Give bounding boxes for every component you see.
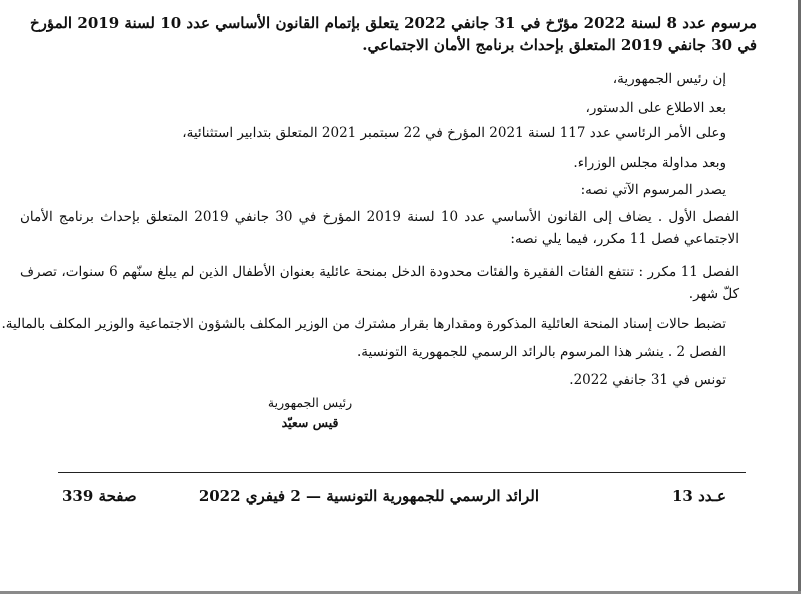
- paragraph-article-11-bis: الفصل 11 مكرر : تنتفع الفئات الفقيرة والفئات محدودة الدخل بمنحة عائلية بعنوان الأطفال الذين لم يبلغ سنّهم 6 سنوات، تصرف كلّ شهر.: [20, 264, 739, 302]
- footer-issue-number: عـدد 13: [672, 487, 726, 505]
- signature-name: قيس سعيّد: [281, 415, 339, 430]
- paragraph-promulgation: يصدر المرسوم الآتي نصه:: [580, 182, 726, 198]
- paragraph-constitution: بعد الاطلاع على الدستور،: [585, 100, 726, 116]
- paragraph-council-deliberation: وبعد مداولة مجلس الوزراء.: [573, 155, 726, 171]
- paragraph-article-1: الفصل الأول . يضاف إلى القانون الأساسي عدد 10 لسنة 2019 المؤرخ في 30 جانفي 2019 المتعلق بإحداث برنامج الأمان الاجتماعي فصل 11 مكرر، فيما يلي نصه:: [20, 209, 739, 247]
- paragraph-family-grant-conditions: تضبط حالات إسناد المنحة العائلية المذكورة ومقدارها بقرار مشترك من الوزير المكلف بالشؤون الاجتماعية والوزير المكلف بالمالية.: [1, 316, 726, 332]
- paragraph-place-date: تونس في 31 جانفي 2022.: [569, 372, 726, 388]
- paragraph-article-2: الفصل 2 . ينشر هذا المرسوم بالرائد الرسمي للجمهورية التونسية.: [356, 344, 726, 360]
- footer-rule: [58, 472, 746, 473]
- footer-journal-title: الرائد الرسمي للجمهورية التونسية — 2 فيفري 2022: [198, 487, 539, 505]
- paragraph-president: إن رئيس الجمهورية،: [612, 71, 726, 87]
- paragraph-presidential-order: وعلى الأمر الرئاسي عدد 117 لسنة 2021 المؤرخ في 22 سبتمبر 2021 المتعلق بتدابير استثنائية،: [182, 125, 726, 141]
- decree-title: مرسوم عدد 8 لسنة 2022 مؤرّخ في 31 جانفي 2022 يتعلق بإتمام القانون الأساسي عدد 10 لسنة 2019 المؤرخ في 30 جانفي 2019 المتعلق بإحداث برنامج الأمان الاجتماعي.: [30, 14, 757, 54]
- signature-role: رئيس الجمهورية: [267, 395, 353, 410]
- footer-page-number: صفحة 339: [62, 487, 137, 505]
